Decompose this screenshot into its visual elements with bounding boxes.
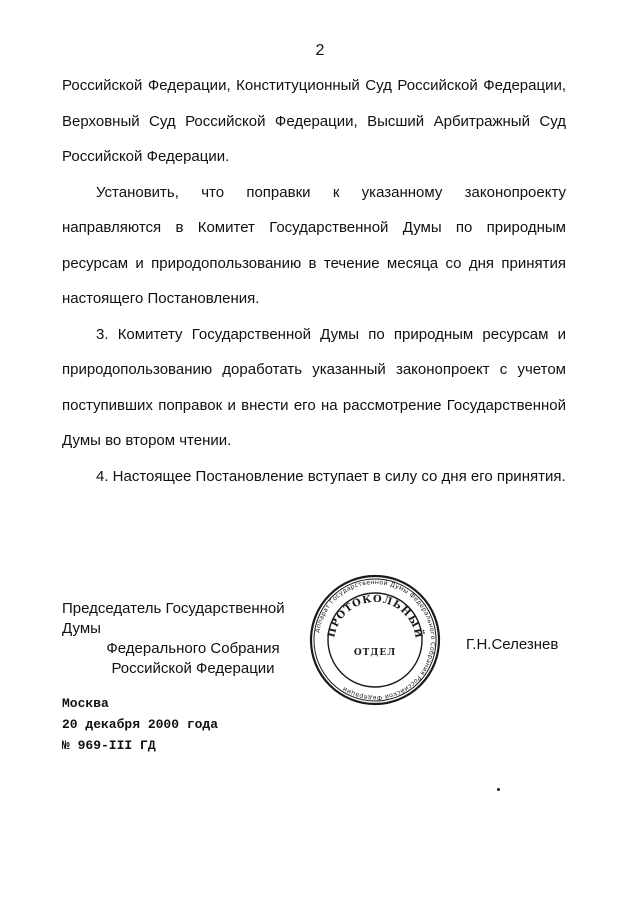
stamp-ring-text: Аппарат Государственной Думы Федерального Собрания Российской Федерации [314, 578, 437, 702]
scan-speck [497, 788, 500, 791]
paragraph-2: Установить, что поправки к указанному законопроекту направляются в Комитет Государственной Думы по природным ресурсам и природопользованию в течение месяца со дня принятия настоящего Постановления. [62, 183, 566, 307]
signatory-title-line-1: Председатель Государственной Думы [62, 600, 285, 637]
paragraph-3: 3. Комитету Государственной Думы по природным ресурсам и природопользованию доработать указанный законопроект с учетом поступивших поправок и внести его на рассмотрение Государственной Думы во втором чтении. [62, 325, 566, 449]
signatory-title-line-3: Российской Федерации [111, 660, 275, 677]
signatory-title [62, 599, 324, 679]
stamp-arc-top: ПРОТОКОЛЬНЫЙ [326, 593, 424, 640]
meta-date: 20 декабря 2000 года [62, 717, 219, 732]
signatory-name: Г.Н.Селезнев [466, 636, 559, 653]
official-stamp [308, 573, 442, 707]
meta-city: Москва [62, 696, 109, 711]
document-body [62, 68, 566, 494]
stamp-center-label: ОТДЕЛ [353, 648, 397, 658]
paragraph-4: 4. Настоящее Постановление вступает в силу со дня его принятия. [96, 467, 566, 485]
document-meta [62, 693, 218, 756]
signatory-title-line-2: Федерального Собрания [106, 640, 280, 657]
svg-text:ПРОТОКОЛЬНЫЙ [326, 594, 426, 640]
page-number: 2 [315, 42, 325, 59]
paragraph-1: Российской Федерации, Конституционный Суд Российской Федерации, Верховный Суд Российской Федерации, Высший Арбитражный Суд Российской Федерации. [62, 77, 566, 165]
meta-number: № 969-III ГД [62, 738, 156, 753]
